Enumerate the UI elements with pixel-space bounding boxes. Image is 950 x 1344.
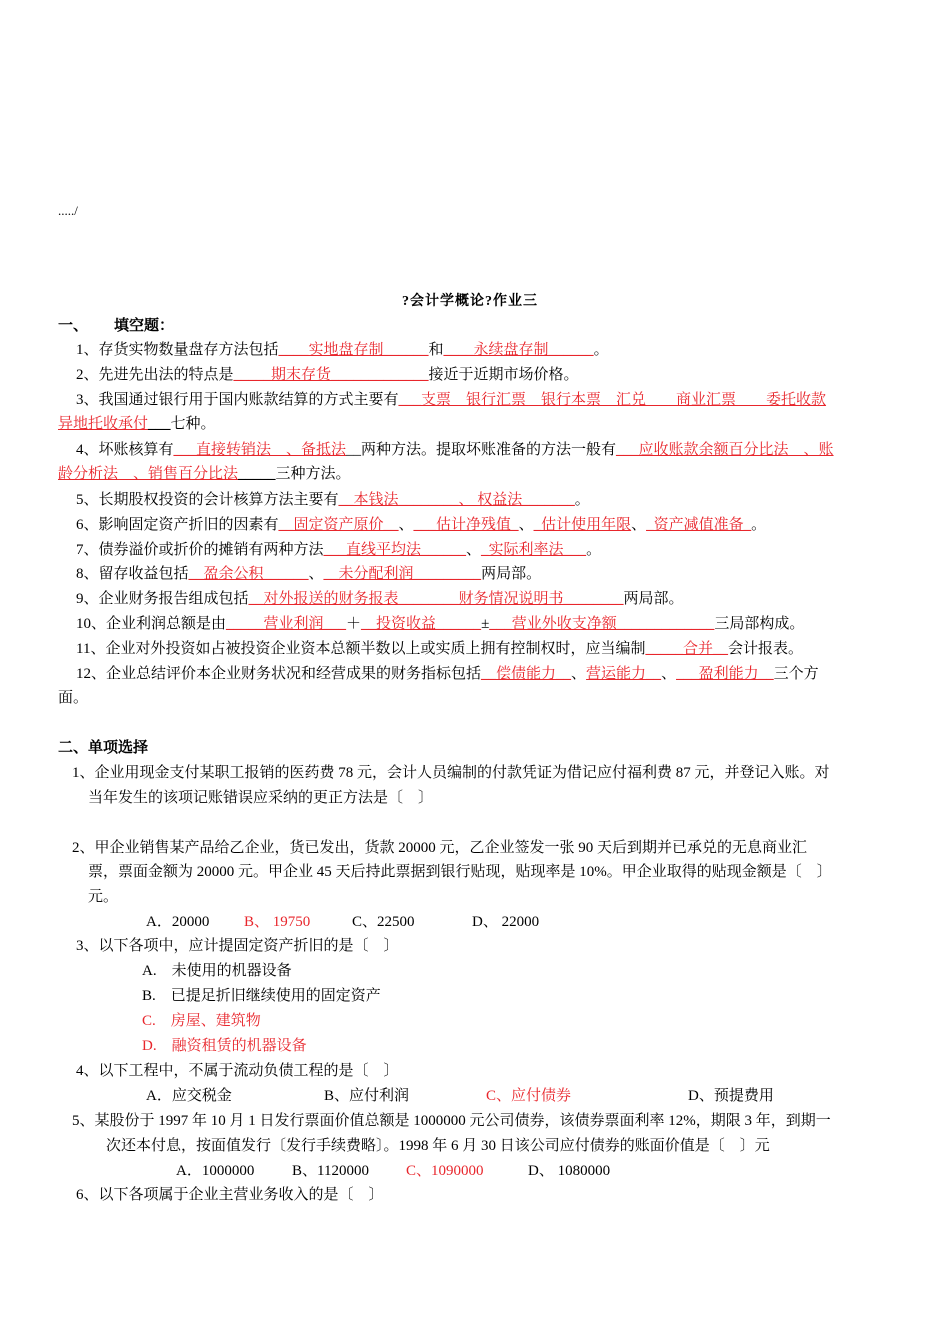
question-text: 两局部。	[623, 591, 684, 607]
mc-q5-option-a: A．1000000	[176, 1163, 255, 1179]
mc-q5-option-c: C、1090000	[406, 1163, 484, 1179]
page-header: ...../	[58, 203, 78, 218]
fill-q1	[76, 340, 609, 360]
mc-q5-line2: 次还本付息，按面值发行〔发行手续费略〕。1998 年 6 月 30 日该公司应付债券的账面价值是〔 〕元	[106, 1138, 770, 1154]
mc-q4-option-b: B、应付利润	[324, 1088, 410, 1104]
mc-q5-option-b: B、1120000	[292, 1163, 369, 1179]
fill-q12-cont: 面。	[58, 690, 89, 706]
question-text: 接近于近期市场价格。	[428, 367, 579, 383]
answer-blank: __固定资产原价__	[278, 517, 399, 533]
question-text: __两种方法。提取坏账准备的方法一般有	[346, 442, 617, 458]
mc-q5-option-d: D、 1080000	[528, 1163, 611, 1179]
answer-blank: ___盈利能力__	[676, 666, 774, 682]
separator: 、	[631, 517, 647, 533]
mc-q6-stem: 6、以下各项属于企业主营业务收入的是〔 〕	[76, 1187, 384, 1203]
answer-blank: _实际利率法___	[481, 542, 587, 558]
fill-q3-cont	[58, 414, 216, 434]
answer-blank: _估计使用年限	[533, 517, 632, 533]
answer-blank: ___	[148, 416, 171, 432]
fill-q4	[76, 440, 834, 460]
answer-blank: ___应收账款余额百分比法 、账	[616, 442, 834, 458]
answer-blank: _____期末存货_____________	[233, 367, 429, 383]
mc-q5-line1: 5、某股份于 1997 年 10 月 1 日发行票面价值总额是 1000000 元公司债券，该债券票面利率 12%，期限 3 年，到期一	[72, 1113, 831, 1129]
fill-q7	[76, 540, 601, 560]
answer-blank: __盈余公积______	[188, 566, 309, 582]
question-text: 和	[428, 342, 444, 358]
question-text: 1、存货实物数量盘存方法包括	[76, 342, 279, 358]
separator: 、	[661, 666, 677, 682]
fill-q9	[76, 589, 684, 609]
mc-q2-line1: 2、甲企业销售某产品给乙企业，货已发出，货款 20000 元，乙企业签发一张 90 天后到期并已承兑的无息商业汇	[72, 840, 808, 856]
mc-q3-option-c: C. 房屋、建筑物	[142, 1013, 261, 1029]
mc-q3-option-d: D. 融资租赁的机器设备	[142, 1038, 307, 1054]
question-text: 7、债券溢价或折价的摊销有两种方法	[76, 542, 324, 558]
question-text: 9、企业财务报告组成包括	[76, 591, 249, 607]
fill-q4-cont	[58, 464, 351, 484]
mc-q4-option-d: D、预提费用	[688, 1088, 774, 1104]
mc-q1-line1: 1、企业用现金支付某职工报销的医药费 78 元，会计人员编制的付款凭证为借记应付福利费 87 元，并登记入账。对	[72, 765, 830, 781]
separator: 、	[308, 566, 324, 582]
question-text: 。	[751, 517, 767, 533]
section-1-label: 填空题：	[114, 318, 175, 334]
mc-q2-option-b: B、 19750	[244, 914, 311, 930]
section-1-number: 一、	[58, 318, 89, 334]
question-text: 12、企业总结评价本企业财务状况和经营成果的财务指标包括	[76, 666, 482, 682]
answer-blank: ___支票 银行汇票 银行本票 汇兑 商业汇票 委托收款	[398, 392, 827, 408]
fill-q2	[76, 365, 579, 385]
answer-blank: ____永续盘存制______	[443, 342, 594, 358]
document-title: ?会计学概论?作业三	[402, 294, 538, 309]
answer-blank: __未分配利润_________	[323, 566, 482, 582]
answer-blank: ___直线平均法______	[323, 542, 467, 558]
fill-q10	[76, 614, 804, 634]
mc-q2-line3: 元。	[88, 889, 119, 905]
question-text: 8、留存收益包括	[76, 566, 189, 582]
answer-blank: ___营业外收支净额_____________	[489, 616, 715, 632]
mc-q4-stem: 4、以下工程中，不属于流动负债工程的是〔 〕	[76, 1063, 399, 1079]
mc-q4-option-c: C、应付债券	[486, 1088, 572, 1104]
mc-q2-option-d: D、 22000	[472, 914, 540, 930]
section-2-heading: 二、单项选择	[58, 740, 149, 756]
answer-blank: __对外报送的财务报表________财务情况说明书________	[248, 591, 624, 607]
answer-blank: __本钱法________、 权益法_______	[338, 492, 575, 508]
answer-blank: _资产减值准备_	[646, 517, 752, 533]
mc-q2-option-c: C、22500	[352, 914, 415, 930]
answer-blank: _____营业利润___	[226, 616, 347, 632]
question-text: 4、坏账核算有	[76, 442, 174, 458]
fill-q6	[76, 515, 766, 535]
separator: 、	[518, 517, 534, 533]
answer-blank: 营运能力__	[586, 666, 662, 682]
question-text: 6、影响固定资产折旧的因素有	[76, 517, 279, 533]
fill-q12	[76, 664, 819, 684]
separator: 、	[398, 517, 414, 533]
section-1-heading	[58, 316, 174, 336]
question-text: 。	[593, 342, 609, 358]
answer-blank: 龄分析法 、销售百分比法	[58, 466, 239, 482]
answer-blank: 异地托收承付	[58, 416, 149, 432]
mc-q4-option-a: A．应交税金	[146, 1088, 232, 1104]
separator: ±	[481, 616, 490, 632]
separator: ＋	[346, 616, 362, 632]
separator: 、	[466, 542, 482, 558]
answer-blank: ___直接转销法 、备抵法	[173, 442, 347, 458]
mc-q1-line2: 当年发生的该项记账错误应采纳的更正方法是〔 〕	[88, 790, 434, 806]
answer-blank: _____	[238, 466, 276, 482]
answer-blank: ___估计净残值_	[413, 517, 519, 533]
fill-q5	[76, 490, 590, 510]
mc-q3-option-a: A. 未使用的机器设备	[142, 963, 292, 979]
question-text: 七种。	[170, 416, 216, 432]
fill-q8	[76, 564, 541, 584]
mc-q2-option-a: A．20000	[146, 914, 210, 930]
fill-q3	[76, 390, 826, 410]
answer-blank: __偿债能力__	[481, 666, 572, 682]
answer-blank: __投资收益______	[361, 616, 482, 632]
mc-q2-line2: 票，票面金额为 20000 元。甲企业 45 天后持此票据到银行贴现，贴现率是 10%。甲企业取得的贴现金额是〔 〕	[88, 864, 832, 880]
question-text: 三种方法。	[275, 466, 351, 482]
answer-blank: ____实地盘存制______	[278, 342, 429, 358]
question-text: 5、长期股权投资的会计核算方法主要有	[76, 492, 339, 508]
mc-q3-stem: 3、以下各项中，应计提固定资产折旧的是〔 〕	[76, 938, 399, 954]
question-text: 会计报表。	[727, 641, 803, 657]
question-text: 2、先进先出法的特点是	[76, 367, 234, 383]
question-text: 。	[574, 492, 590, 508]
question-text: 11、企业对外投资如占被投资企业资本总额半数以上或实质上拥有控制权时，应当编制	[76, 641, 646, 657]
question-text: 三局部构成。	[714, 616, 805, 632]
question-text: 两局部。	[481, 566, 542, 582]
question-text: 三个方	[773, 666, 819, 682]
question-text: 10、企业利润总额是由	[76, 616, 227, 632]
answer-blank: _____合并__	[645, 641, 728, 657]
mc-q3-option-b: B. 已提足折旧继续使用的固定资产	[142, 988, 381, 1004]
question-text: 3、我国通过银行用于国内账款结算的方式主要有	[76, 392, 399, 408]
question-text: 。	[586, 542, 602, 558]
fill-q11	[76, 639, 803, 659]
separator: 、	[571, 666, 587, 682]
